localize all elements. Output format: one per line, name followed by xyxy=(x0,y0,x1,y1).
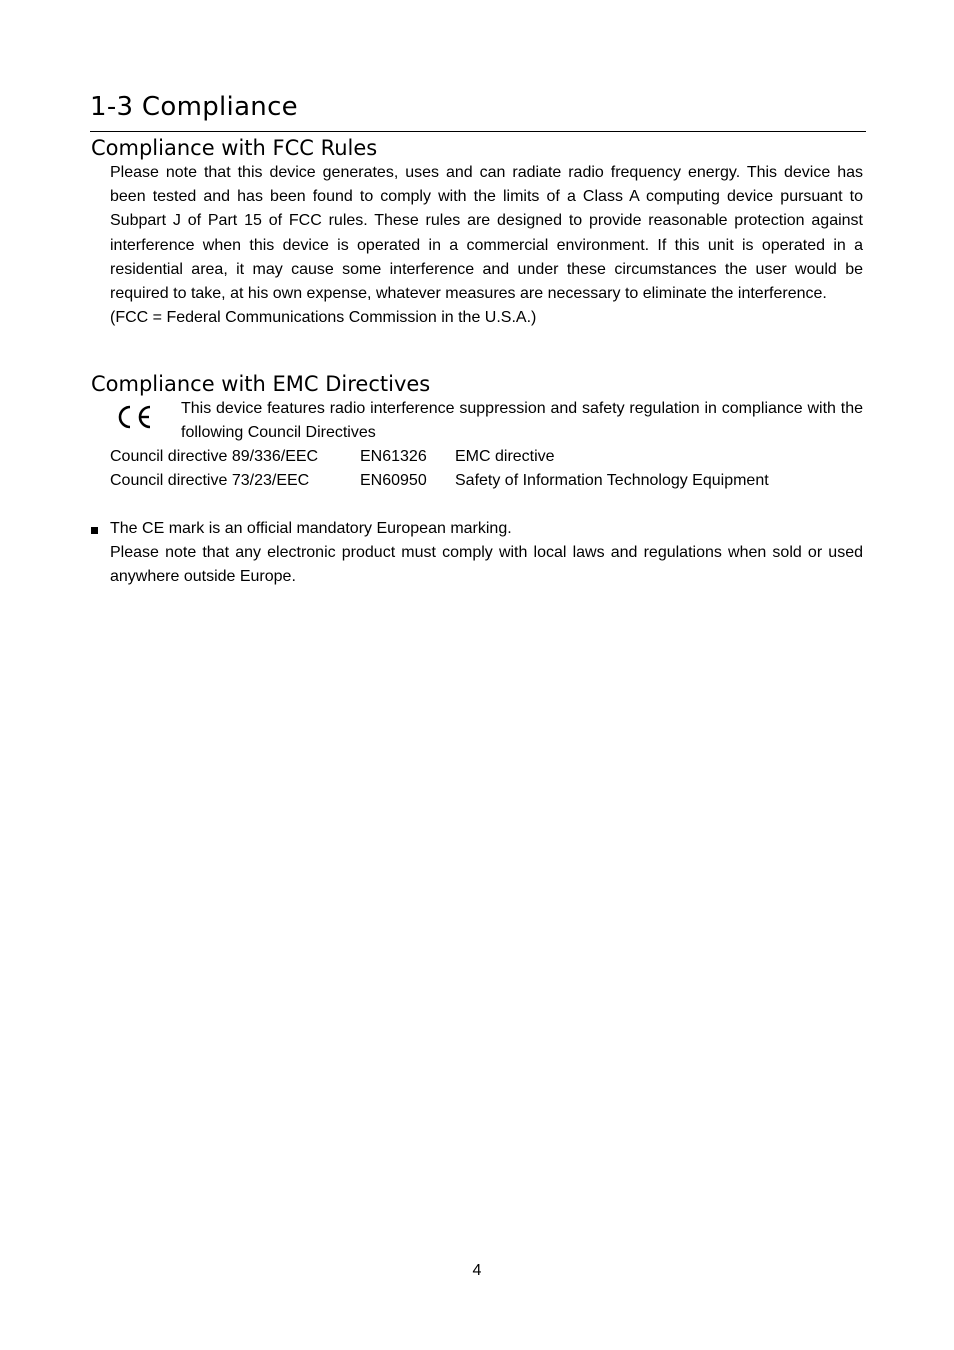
directive-description: Safety of Information Technology Equipment xyxy=(455,472,769,489)
directive-standard: EN61326 xyxy=(360,448,427,465)
fcc-abbreviation-note: (FCC = Federal Communications Commission in the U.S.A.) xyxy=(110,309,537,326)
ce-mark-statement: The CE mark is an official mandatory European marking. xyxy=(110,520,512,537)
emc-intro-text: This device features radio interference suppression and safety regulation in compliance with the following Council Directives xyxy=(181,400,863,442)
directive-row xyxy=(110,445,870,469)
square-bullet-icon xyxy=(91,527,98,534)
ce-mark-icon xyxy=(115,401,153,433)
directive-row xyxy=(110,469,870,493)
ce-mark-detail: Please note that any electronic product must comply with local laws and regulations when sold or used anywhere outside Europe. xyxy=(110,544,863,586)
fcc-section-heading: Compliance with FCC Rules xyxy=(91,136,378,160)
page-number: 4 xyxy=(472,1262,482,1279)
title-divider xyxy=(90,131,866,132)
directive-description: EMC directive xyxy=(455,448,555,465)
emc-section-heading: Compliance with EMC Directives xyxy=(91,372,431,396)
directive-standard: EN60950 xyxy=(360,472,427,489)
directive-name: Council directive 89/336/EEC xyxy=(110,448,319,465)
directive-name: Council directive 73/23/EEC xyxy=(110,472,310,489)
chapter-title: 1-3 Compliance xyxy=(90,92,298,122)
fcc-body-text: Please note that this device generates, uses and can radiate radio frequency energy. This device has been tested and has been found to comply with the limits of a Class A computing device pursuant to Subpart J of Part 15 of FCC rules. These rules are designed to provide reasonable protection against interference when this device is operated in a commercial environment. If this unit is operated in a residential area, it may cause some interference and under these circumstances the user would be required to take, at his own expense, whatever measures are necessary to eliminate the interference. xyxy=(110,164,863,303)
